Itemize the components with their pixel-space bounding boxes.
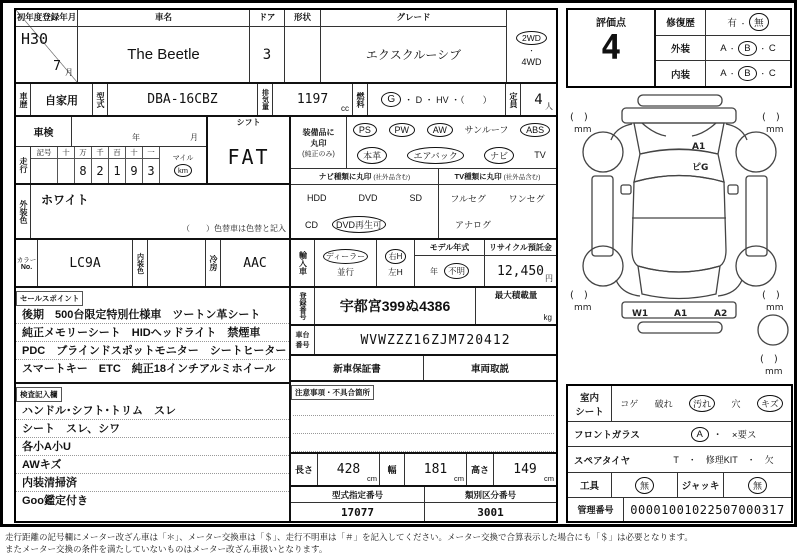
seat-condition-row bbox=[568, 386, 791, 422]
shaken-year-suffix: 年 bbox=[132, 133, 140, 142]
main-table bbox=[14, 8, 558, 523]
grade-value: エクスクルーシブ bbox=[365, 48, 462, 62]
left-column bbox=[16, 288, 289, 521]
management-number-row bbox=[568, 498, 791, 521]
shaken-value-area bbox=[72, 117, 206, 146]
repair-history-row bbox=[656, 10, 790, 36]
band-c-left bbox=[16, 117, 289, 238]
band-d-left bbox=[16, 240, 289, 286]
seat-stain-circled: 汚れ bbox=[689, 395, 715, 412]
unknown-circled: 不明 bbox=[444, 263, 469, 279]
equipment-row2 bbox=[347, 143, 556, 169]
drive-2wd-circled: 2WD bbox=[516, 31, 547, 45]
roof-outline bbox=[632, 176, 726, 273]
mileage-col-10man: 十 bbox=[58, 147, 75, 183]
model-code-value: DBA-16CBZ bbox=[108, 84, 258, 115]
drivetrain-cell bbox=[507, 10, 556, 82]
door-label: ドア bbox=[250, 10, 284, 27]
chassis-number-row bbox=[291, 326, 556, 356]
mirror-right bbox=[728, 185, 738, 194]
management-number-value: 00001001022507000317 bbox=[630, 502, 785, 517]
equip-navi: ナビ bbox=[484, 147, 514, 164]
interior-grade-label: 内装 bbox=[656, 61, 706, 86]
registration-month: 7 bbox=[53, 59, 61, 74]
exterior-color-label: 外装色 bbox=[16, 185, 31, 238]
type-designation-cell bbox=[291, 487, 425, 521]
door-value: 3 bbox=[262, 46, 272, 63]
shift-cell bbox=[206, 117, 289, 183]
capacity-cell bbox=[521, 84, 556, 115]
windshield-values bbox=[656, 427, 791, 442]
tools-value-cell bbox=[612, 473, 678, 497]
shaken-label: 車検 bbox=[16, 117, 72, 146]
inspector-note-line: AWキズ bbox=[16, 456, 289, 474]
drive-4wd: 4WD bbox=[521, 57, 542, 67]
chassis-number-label: 車台 番号 bbox=[291, 326, 315, 354]
spare-tire-circle bbox=[758, 315, 788, 345]
mileage-col-ichi: 一 3 bbox=[143, 147, 160, 183]
interior-grade-row bbox=[656, 61, 790, 86]
tread-paren-spare: ( ) bbox=[760, 354, 778, 365]
wheel-front-left bbox=[583, 132, 623, 172]
front-bumper-top bbox=[638, 95, 722, 106]
damage-mark-w1: W1 bbox=[632, 309, 649, 319]
equip-pw: PW bbox=[389, 123, 416, 137]
capacity-label: 定員 bbox=[506, 84, 521, 115]
inspector-note-line: 内装清掃済 bbox=[16, 474, 289, 492]
mirror-left bbox=[621, 185, 631, 194]
jack-label: ジャッキ bbox=[678, 473, 724, 497]
registration-year: H30 bbox=[21, 30, 49, 48]
class-number-cell bbox=[425, 487, 556, 521]
caution-line bbox=[293, 416, 554, 434]
equip-abs: ABS bbox=[520, 123, 550, 137]
dimensions-row bbox=[291, 454, 556, 487]
documents-row bbox=[291, 356, 556, 382]
lower-section bbox=[16, 288, 556, 521]
exterior-color-row bbox=[16, 183, 289, 238]
displacement-value: 1197 bbox=[296, 92, 329, 107]
type-designation-label: 型式指定番号 bbox=[291, 487, 424, 503]
nav-type-header: ナビ種類に丸印 (社外品含む) bbox=[291, 169, 438, 185]
car-name-cell bbox=[78, 10, 250, 82]
score-panel bbox=[566, 8, 792, 88]
color-change-note: （ ）色替車は色替と記入 bbox=[182, 224, 286, 233]
seat-label: 室内 シート bbox=[568, 386, 612, 421]
year-suffix: 年 bbox=[429, 266, 438, 276]
recycle-value-area bbox=[485, 256, 556, 286]
door-cell bbox=[250, 10, 285, 82]
caution-label: 注意事項・不具合箇所 bbox=[291, 385, 374, 400]
first-registration-value bbox=[16, 27, 77, 82]
equip-sunroof: サンルーフ bbox=[464, 125, 509, 136]
band-color-import bbox=[16, 238, 556, 288]
model-code-label: 型式 bbox=[93, 84, 108, 115]
equipment-row1 bbox=[347, 117, 556, 143]
history-label: 車歴 bbox=[16, 84, 31, 115]
inspector-note-line: ハンドル･シフト･トリム スレ bbox=[16, 402, 289, 420]
length-value: 428 bbox=[336, 462, 361, 477]
new-car-warranty-label: 新車保証書 bbox=[291, 356, 424, 380]
mileage-symbol-col bbox=[31, 147, 58, 183]
tread-paren-rear-left: ( ) bbox=[570, 290, 588, 301]
tread-paren-front-right: ( ) bbox=[762, 112, 780, 123]
exterior-grade-label: 外装 bbox=[656, 36, 706, 61]
repair-history-label: 修復歴 bbox=[656, 10, 706, 35]
footnote-line1: 走行距離の記号欄にメーター改ざん車は「＊」、メーター交換車は「＄」、走行不明車は「＃」を記入してください。メーター交換で合算表示した場合にも「＄」は必要となります。 bbox=[5, 532, 693, 542]
seat-hole: 穴 bbox=[731, 399, 741, 409]
height-value: 149 bbox=[513, 462, 537, 477]
headlight-left-arc bbox=[642, 123, 666, 136]
spare-tire-row bbox=[568, 447, 791, 473]
equip-leather: 本革 bbox=[357, 147, 387, 164]
mm-front-right: mm bbox=[766, 125, 784, 135]
caution-line bbox=[293, 434, 554, 452]
inspector-note-line: 各小A小U bbox=[16, 438, 289, 456]
fuel-g-circled: G bbox=[381, 92, 401, 107]
shift-value: FAT bbox=[227, 144, 270, 169]
first-registration-label: 初年度登録年月 bbox=[16, 10, 77, 27]
tv-fullseg: フルセグ bbox=[450, 193, 486, 204]
inspector-notes-label: 検査記入欄 bbox=[16, 387, 62, 402]
tools-none-circled: 無 bbox=[635, 477, 654, 494]
shape-cell bbox=[285, 10, 321, 82]
recycle-cell bbox=[485, 240, 556, 286]
mileage-col-hyaku: 百 1 bbox=[109, 147, 126, 183]
windshield-options: ・ ×要ス bbox=[712, 430, 757, 441]
score-cell bbox=[568, 10, 656, 86]
width-unit: cm bbox=[454, 474, 464, 483]
spare-tire-values: T ・ 修理KIT ・ 欠 bbox=[673, 455, 774, 465]
sales-point-line: 後期 500台限定特別仕様車 ツートン革シート bbox=[16, 306, 289, 324]
exterior-grade-values: A ・ B ・ C bbox=[720, 42, 776, 54]
car-damage-diagram bbox=[566, 90, 793, 384]
grade-cell bbox=[321, 10, 507, 82]
parallel-option: 並行 bbox=[336, 266, 354, 277]
damage-mark-a1-rear: A1 bbox=[674, 309, 688, 319]
mm-rear-left: mm bbox=[574, 303, 592, 313]
right-column bbox=[289, 288, 556, 521]
type-number-row bbox=[291, 487, 556, 521]
length-label: 長さ bbox=[291, 454, 318, 485]
ac-label: 冷房 bbox=[206, 240, 221, 286]
caution-section bbox=[291, 382, 556, 454]
tv-row1 bbox=[439, 185, 556, 212]
shaken-month-suffix: 月 bbox=[190, 133, 198, 142]
height-unit: cm bbox=[544, 474, 554, 483]
windshield-label: フロントガラス bbox=[574, 430, 640, 441]
color-no-label: カラー No. bbox=[16, 240, 38, 286]
nav-type-col bbox=[291, 169, 439, 238]
width-cell bbox=[405, 454, 467, 485]
yen-suffix: 円 bbox=[545, 274, 553, 283]
chassis-number-value: WVWZZZ16ZJM720412 bbox=[360, 332, 511, 348]
side-panel-left bbox=[592, 176, 613, 256]
rear-fender-right bbox=[718, 280, 742, 296]
nav-row1 bbox=[291, 185, 438, 212]
side-panel-right bbox=[746, 176, 767, 256]
payload-label: 最大積載量 bbox=[494, 290, 538, 300]
tv-oneseg: ワンセグ bbox=[508, 193, 545, 204]
interior-grade-values: A ・ B ・ C bbox=[720, 68, 776, 80]
first-registration-cell bbox=[16, 10, 78, 82]
mileage-col-man: 万 8 bbox=[75, 147, 92, 183]
width-label: 幅 bbox=[380, 454, 405, 485]
mileage-label: 走行 bbox=[16, 147, 31, 183]
shift-label: シフト bbox=[236, 118, 261, 128]
wheel-rear-left bbox=[583, 246, 623, 286]
owners-manual-label: 車両取説 bbox=[470, 364, 509, 375]
length-unit: cm bbox=[367, 474, 377, 483]
km-circled: km bbox=[174, 164, 192, 177]
tv-type-col bbox=[439, 169, 556, 238]
shaken-row bbox=[16, 117, 206, 147]
rear-window bbox=[638, 266, 720, 299]
condition-panel bbox=[566, 384, 793, 523]
capacity-unit: 人 bbox=[545, 102, 553, 111]
capacity-value: 4 bbox=[534, 91, 543, 108]
seat-items bbox=[612, 395, 791, 412]
exterior-b-circled: B bbox=[738, 41, 756, 56]
shape-label: 形状 bbox=[285, 10, 320, 27]
seat-tear: 破れ bbox=[654, 399, 673, 409]
height-label: 高さ bbox=[467, 454, 494, 485]
score-label: 評価点 bbox=[596, 18, 626, 29]
interior-color-label: 内装色 bbox=[133, 240, 148, 286]
seat-scratch-circled: キズ bbox=[757, 395, 783, 412]
equipment-items bbox=[347, 117, 556, 168]
grade-label: グレード bbox=[321, 10, 506, 27]
band-inspection-equipment bbox=[16, 117, 556, 238]
nav-hdd: HDD bbox=[306, 193, 327, 204]
score-value: 4 bbox=[600, 28, 622, 68]
mileage-symbol-value bbox=[31, 159, 57, 183]
jack-none-circled: 無 bbox=[748, 477, 767, 494]
drive-dot: ・ bbox=[528, 48, 535, 55]
sales-point-line: 純正メモリーシート HIDヘッドライト 禁煙車 bbox=[16, 324, 289, 342]
caution-line bbox=[293, 400, 554, 416]
tv-analog: アナログ bbox=[455, 220, 492, 231]
wheel-rear-right bbox=[736, 246, 776, 286]
color-no-value: LC9A bbox=[38, 240, 133, 286]
mm-spare: mm bbox=[765, 367, 783, 377]
equipment-label: 装備品に 丸印 (純正のみ) bbox=[291, 117, 347, 168]
interior-color-value bbox=[148, 240, 206, 286]
equip-tv: TV bbox=[534, 150, 546, 161]
equipment-section bbox=[291, 117, 556, 169]
repair-none-circled: 無 bbox=[749, 13, 769, 31]
interior-b-circled: B bbox=[738, 66, 756, 81]
mile-label: マイル bbox=[172, 155, 194, 162]
class-number-label: 類別区分番号 bbox=[425, 487, 556, 503]
shape-value bbox=[285, 27, 320, 82]
handle-cell bbox=[377, 240, 415, 286]
height-cell bbox=[494, 454, 556, 485]
sales-points-label: セールスポイント bbox=[16, 291, 83, 306]
footnote bbox=[5, 531, 793, 556]
model-year-cell bbox=[415, 240, 485, 286]
tread-paren-front-left: ( ) bbox=[570, 112, 588, 123]
windshield-a-circled: A bbox=[691, 427, 709, 442]
damage-mark-glass: ピG bbox=[692, 163, 709, 173]
exterior-color-cell bbox=[31, 185, 289, 238]
tools-row bbox=[568, 473, 791, 498]
mm-rear-right: mm bbox=[766, 303, 784, 313]
management-number-label: 管理番号 bbox=[568, 498, 624, 521]
dealer-parallel-cell bbox=[315, 240, 377, 286]
mileage-unit-cell bbox=[160, 147, 206, 183]
rear-fender-left bbox=[616, 280, 640, 296]
fuel-label: 燃料 bbox=[353, 84, 368, 115]
mm-front-left: mm bbox=[574, 125, 592, 135]
headlight-right-arc bbox=[692, 123, 716, 136]
rear-bumper-bottom bbox=[638, 322, 722, 333]
seat-burn: コゲ bbox=[620, 399, 639, 409]
ac-value: AAC bbox=[243, 255, 267, 271]
jack-value-cell bbox=[724, 477, 791, 494]
registration-number-value: 宇都宮399ぬ4386 bbox=[315, 288, 476, 324]
displacement-label: 排気量 bbox=[258, 84, 273, 115]
damage-mark-a1-front: A1 bbox=[692, 142, 706, 152]
type-designation-value: 17077 bbox=[340, 505, 375, 519]
import-label: 輸入車 bbox=[291, 240, 315, 286]
payload-cell bbox=[476, 288, 556, 324]
length-cell bbox=[318, 454, 380, 485]
front-fender-right bbox=[726, 124, 747, 140]
band-c-right bbox=[289, 117, 556, 238]
equip-airbag: エアバック bbox=[407, 147, 463, 164]
import-row bbox=[289, 240, 556, 286]
nav-dvd: DVD bbox=[358, 193, 378, 204]
spec-row bbox=[16, 84, 556, 117]
spare-tire-label: スペアタイヤ bbox=[574, 455, 631, 467]
right-handle-circled: 右H bbox=[385, 249, 407, 264]
wheel-front-right bbox=[736, 132, 776, 172]
model-year-label: モデル年式 bbox=[415, 240, 484, 256]
registration-number-row bbox=[291, 288, 556, 326]
tread-paren-rear-right: ( ) bbox=[762, 290, 780, 301]
history-value: 自家用 bbox=[31, 84, 93, 115]
front-fender-left bbox=[611, 124, 632, 140]
model-year-value bbox=[415, 256, 484, 286]
inspector-note-line: シート スレ、シワ bbox=[16, 420, 289, 438]
exterior-color-value: ホワイト bbox=[41, 193, 89, 207]
equip-ps: PS bbox=[353, 123, 377, 137]
nav-tv-section bbox=[291, 169, 556, 238]
recycle-label: リサイクル預託金 bbox=[485, 240, 556, 256]
dealer-circled: ディーラー bbox=[323, 249, 368, 264]
mileage-symbol-header: 記号 bbox=[31, 147, 57, 159]
sales-point-line: PDC ブラインドスポットモニター シートヒーター bbox=[16, 342, 289, 360]
tools-label: 工具 bbox=[568, 473, 612, 497]
footnote-line2: またメーター交換の条件を満たしていないものはメーター改ざん車扱いとなります。 bbox=[5, 544, 328, 555]
sales-point-line: スマートキー ETC 純正18インチアルミホイール bbox=[22, 363, 276, 375]
mileage-col-sen: 千 2 bbox=[92, 147, 109, 183]
sales-points-section bbox=[16, 288, 289, 384]
fuel-cell bbox=[368, 84, 506, 115]
mileage-row bbox=[16, 147, 206, 183]
width-value: 181 bbox=[423, 462, 448, 477]
equip-aw: AW bbox=[427, 123, 453, 137]
repair-history-values: 有 ・ 無 bbox=[706, 13, 790, 31]
damage-mark-a2: A2 bbox=[714, 309, 728, 319]
windshield-row bbox=[568, 422, 791, 447]
inspector-note-line: Goo鑑定付き bbox=[22, 495, 88, 507]
displacement-unit: cc bbox=[341, 104, 349, 113]
nav-row2 bbox=[291, 212, 438, 239]
left-handle-option: 左H bbox=[388, 266, 403, 277]
class-number-value: 3001 bbox=[477, 505, 504, 519]
registration-number-label: 登録番号 bbox=[291, 288, 315, 324]
front-bumper bbox=[622, 108, 736, 123]
tv-row2 bbox=[439, 212, 556, 239]
nav-sd: SD bbox=[409, 193, 422, 204]
title-row bbox=[16, 10, 556, 84]
fuel-options: ・ D ・ HV ・（ ） bbox=[404, 95, 492, 105]
car-name-label: 車名 bbox=[78, 10, 249, 27]
score-grades bbox=[656, 10, 790, 86]
mileage-col-ju: 十 9 bbox=[126, 147, 143, 183]
inspector-notes-section bbox=[16, 384, 289, 521]
windshield bbox=[634, 149, 724, 182]
exterior-grade-row bbox=[656, 36, 790, 62]
nav-cd: CD bbox=[305, 219, 318, 230]
month-suffix: 月 bbox=[65, 68, 73, 77]
nav-dvd-playable-circled: DVD再生可 bbox=[332, 216, 386, 233]
tv-type-header: TV種類に丸印 (社外品含む) bbox=[439, 169, 556, 185]
recycle-value: 12,450 bbox=[497, 263, 544, 279]
payload-unit: kg bbox=[543, 313, 552, 322]
displacement-cell bbox=[273, 84, 353, 115]
car-name-value: The Beetle bbox=[127, 46, 200, 63]
